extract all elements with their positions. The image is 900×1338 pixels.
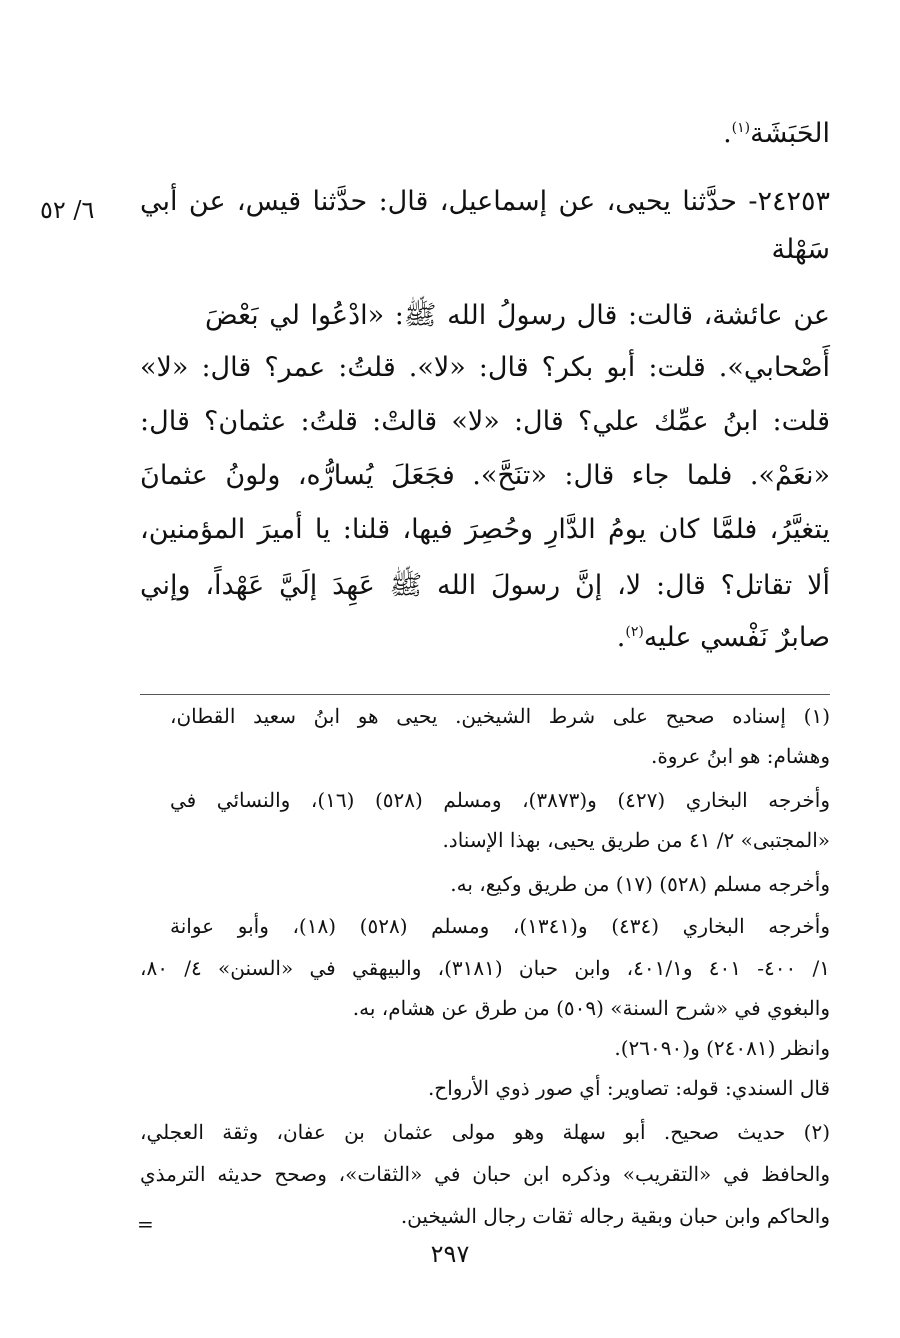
body-last-line: [140, 622, 830, 653]
footnote-ref-1: (١): [731, 120, 751, 136]
footnote-line: والبغوي في «شرح السنة» (٥٠٩) من طرق عن هشام، به.: [352, 996, 830, 1020]
body-line: ألا تقاتل؟ قال: لا، إنَّ رسولَ الله ﷺ عَهِدَ إلَيَّ عَهْداً، وإني: [140, 570, 830, 601]
footnote-line: وأخرجه مسلم (٥٢٨) (١٧) من طريق وكيع، به.: [450, 872, 830, 896]
body-line: عن عائشة، قالت: قال رسولُ الله ﷺ: «ادْعُوا لي بَعْضَ: [205, 300, 830, 331]
body-line: قلت: ابنُ عمِّك علي؟ قال: «لا» قالتْ: قلتُ: عثمان؟ قال:: [140, 406, 830, 437]
footnote-line: قال السندي: قوله: تصاوير: أي صور ذوي الأرواح.: [427, 1076, 830, 1100]
heading-line: [140, 118, 830, 149]
margin-reference: ٦/ ٥٢: [40, 196, 95, 224]
hadith-header-continuation: سَهْلة: [771, 234, 830, 265]
body-line: يتغيَّرُ، فلمَّا كان يومُ الدَّارِ وحُصِرَ فيها، قلنا: يا أميرَ المؤمنين،: [140, 514, 830, 545]
footnote-line: والحافظ في «التقريب» وذكره ابن حبان في «الثقات»، وصحح حديثه الترمذي: [140, 1162, 830, 1186]
hadith-header: ٢٤٢٥٣- حدَّثنا يحيى، عن إسماعيل، قال: حدَّثنا قيس، عن أبي: [140, 186, 830, 217]
continuation-mark: =: [137, 1212, 154, 1236]
footnote-line: وأخرجه البخاري (٤٣٤) و(١٣٤١)، ومسلم (٥٢٨) (١٨)، وأبو عوانة: [170, 914, 831, 938]
body-line: «نعَمْ». فلما جاء قال: «تنَحَّ». فجَعَلَ يُسارُّه، ولونُ عثمانَ: [140, 460, 830, 491]
body-line: أَصْحابي». قلت: أبو بكر؟ قال: «لا». قلتُ: عمر؟ قال: «لا»: [140, 352, 830, 383]
footnote-ref-2: (٢): [625, 624, 644, 640]
footnote-line: «المجتبى» ٢/ ٤١ من طريق يحيى، بهذا الإسناد.: [442, 828, 830, 852]
footnote-line: وهشام: هو ابنُ عروة.: [650, 744, 830, 768]
footnote-line: وانظر (٢٤٠٨١) و(٢٦٠٩٠).: [614, 1036, 830, 1060]
body-last-text: صابرٌ نَفْسي عليه: [643, 622, 830, 653]
footnote-line: ١/ ٤٠٠- ٤٠١ و٤٠١/١، وابن حبان (٣١٨١)، والبيهقي في «السنن» ٤/ ٨٠،: [140, 956, 831, 980]
footnote-line: (٢) حديث صحيح. أبو سهلة وهو مولى عثمان بن عفان، وثقة العجلي،: [140, 1120, 830, 1144]
footnote-line: (١) إسناده صحيح على شرط الشيخين. يحيى هو ابنُ سعيد القطان،: [170, 704, 830, 728]
footnote-line: والحاكم وابن حبان وبقية رجاله ثقات رجال الشيخين.: [400, 1204, 830, 1228]
page-number: ٢٩٧: [430, 1240, 470, 1268]
footnote-line: وأخرجه البخاري (٤٢٧) و(٣٨٧٣)، ومسلم (٥٢٨) (١٦)، والنسائي في: [170, 788, 830, 812]
heading-text: الحَبَشَة: [750, 118, 830, 149]
footnote-divider: [140, 694, 830, 695]
heading-end: .: [723, 118, 732, 149]
body-last-end: .: [616, 622, 626, 653]
